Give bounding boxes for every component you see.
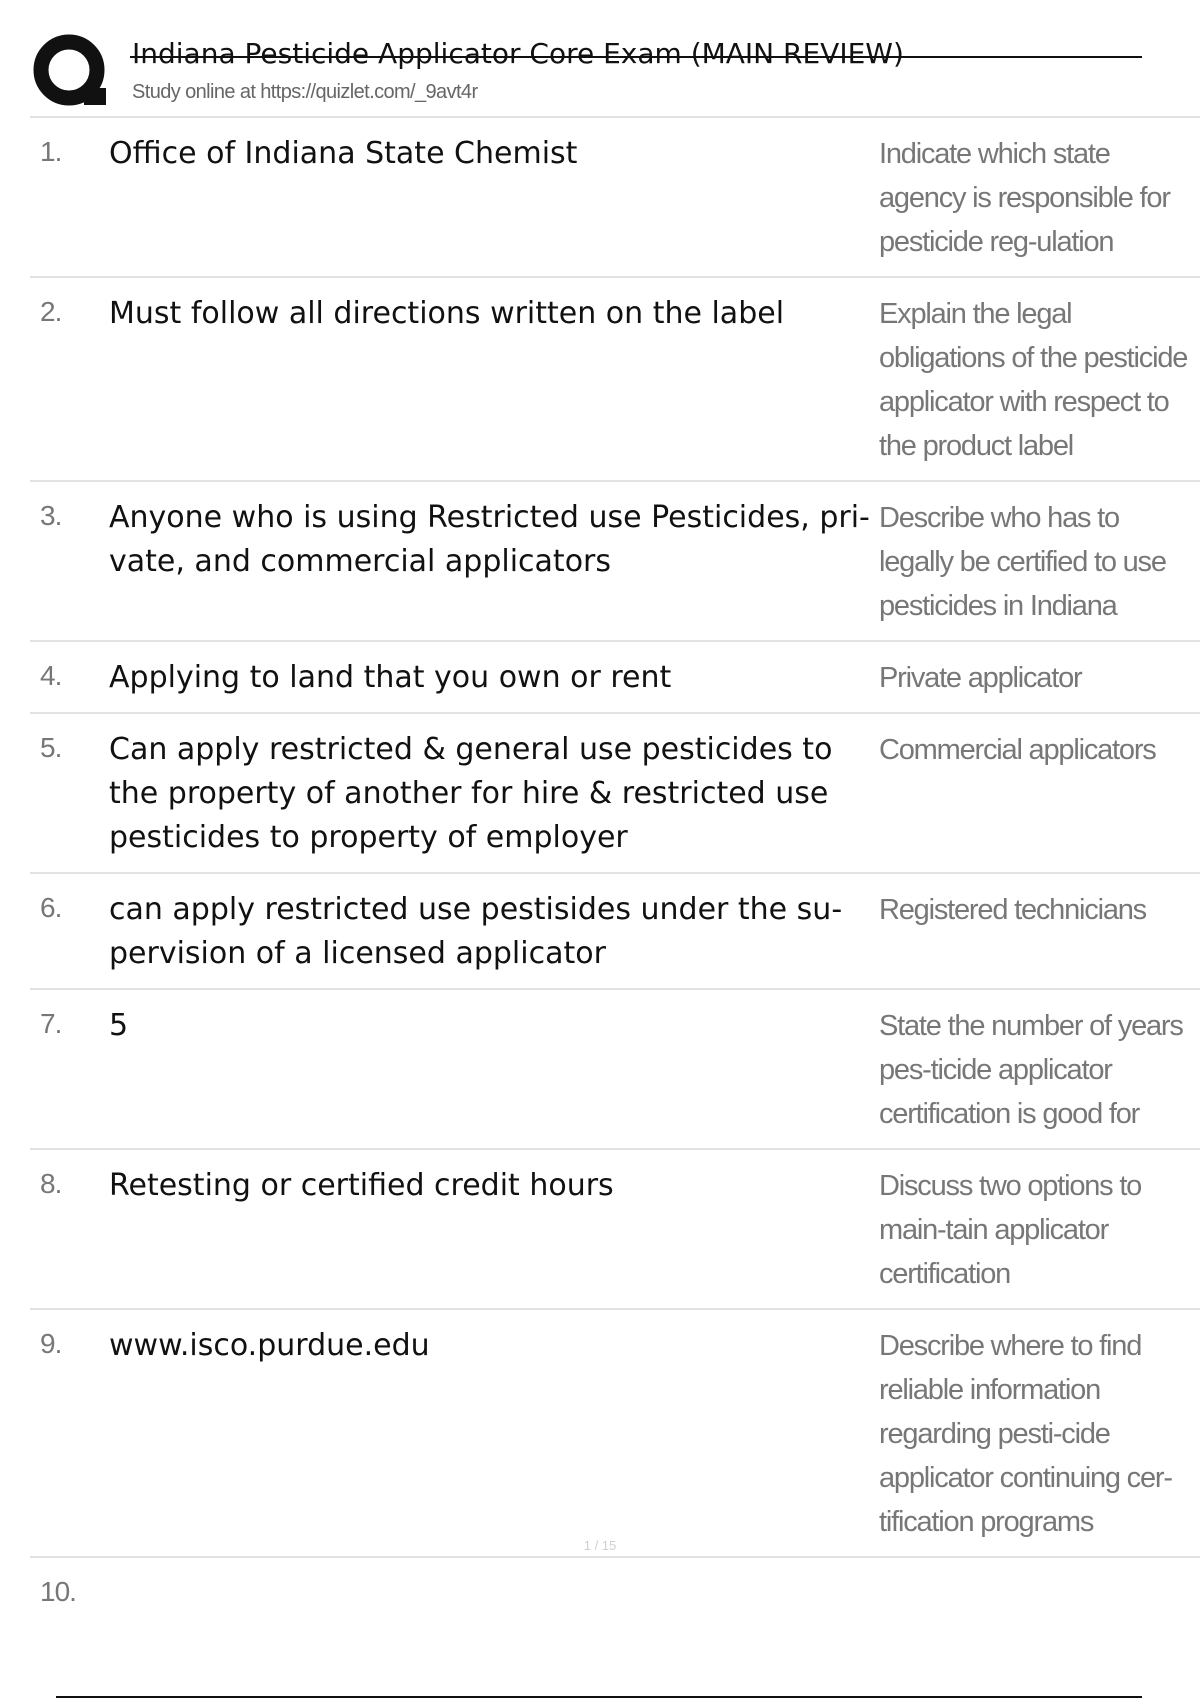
quizlet-q-logo-icon	[32, 32, 112, 112]
table-row	[30, 990, 1200, 1150]
card-number: 2.	[40, 296, 62, 327]
document-title: Indiana Pesticide Applicator Core Exam (MAIN REVIEW)	[132, 37, 904, 70]
card-definition: Explain the legal obligations of the pesticide applicator with respect to the product label	[879, 298, 1188, 462]
table-row	[30, 1310, 1200, 1558]
card-definition: Private applicator	[879, 662, 1082, 694]
study-online-link[interactable]: Study online at https://quizlet.com/_9avt4r	[132, 81, 478, 103]
card-term	[109, 1558, 879, 1608]
card-number: 1.	[40, 136, 62, 167]
card-term: Retesting or certified credit hours	[109, 1168, 614, 1203]
card-definition: Discuss two options to main-tain applicator certification	[879, 1170, 1142, 1290]
card-term: 5	[109, 1008, 129, 1043]
card-definition: Describe who has to legally be certified to use pesticides in Indiana	[879, 502, 1166, 622]
card-definition: Describe where to find reliable information regarding pesti-cide applicator continuing cer-tification programs	[879, 1330, 1172, 1538]
table-row	[30, 278, 1200, 482]
card-definition: Registered technicians	[879, 894, 1146, 926]
card-definition	[879, 1558, 1200, 1608]
card-number: 10.	[40, 1576, 76, 1607]
table-row	[30, 714, 1200, 874]
flashcard-table	[30, 116, 1200, 1608]
table-row	[30, 1558, 1200, 1608]
card-number: 7.	[40, 1008, 62, 1039]
card-number: 9.	[40, 1328, 62, 1359]
document-header	[0, 0, 1200, 118]
bottom-rule	[56, 1696, 1142, 1698]
card-number: 4.	[40, 660, 62, 691]
card-term: Must follow all directions written on the label	[109, 296, 785, 331]
table-row	[30, 1150, 1200, 1310]
card-term: www.isco.purdue.edu	[109, 1328, 430, 1363]
page-number: 1 / 15	[583, 1538, 617, 1553]
table-row	[30, 118, 1200, 278]
card-term: can apply restricted use pestisides under the su-pervision of a licensed applicator	[109, 892, 843, 971]
card-term: Anyone who is using Restricted use Pesticides, pri-vate, and commercial applicators	[109, 500, 870, 579]
table-row	[30, 874, 1200, 990]
table-row	[30, 482, 1200, 642]
card-definition: Indicate which state agency is responsible for pesticide reg-ulation	[879, 138, 1170, 258]
card-number: 6.	[40, 892, 62, 923]
card-number: 5.	[40, 732, 62, 763]
card-term: Applying to land that you own or rent	[109, 660, 672, 695]
card-definition: State the number of years pes-ticide applicator certification is good for	[879, 1010, 1183, 1130]
card-term: Office of Indiana State Chemist	[109, 136, 578, 171]
card-number: 8.	[40, 1168, 62, 1199]
card-number: 3.	[40, 500, 62, 531]
table-row	[30, 642, 1200, 714]
card-term: Can apply restricted & general use pesticides to the property of another for hire & restricted use pesticides to property of employer	[109, 732, 833, 855]
card-definition: Commercial applicators	[879, 734, 1156, 766]
